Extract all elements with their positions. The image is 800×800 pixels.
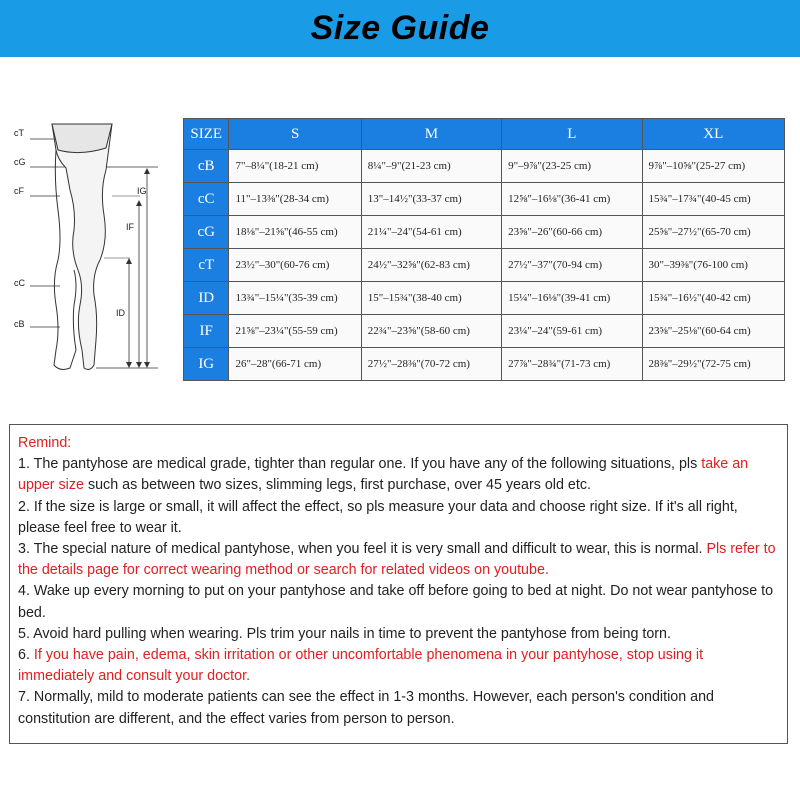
table-cell: 24½"–32⅝"(62-83 cm) bbox=[361, 249, 501, 282]
remind-text: such as between two sizes, slimming legs, first purchase, over 45 years old etc. bbox=[83, 477, 591, 494]
ig-arrow-tail bbox=[144, 362, 150, 368]
row-label: cB bbox=[184, 150, 229, 183]
brief-outline bbox=[52, 124, 112, 153]
table-header-row bbox=[184, 119, 785, 150]
table-cell: 27⅞"–28¾"(71-73 cm) bbox=[502, 348, 642, 381]
title-banner bbox=[0, 0, 800, 57]
table-cell: 30"–39⅜"(76-100 cm) bbox=[642, 249, 784, 282]
table-row bbox=[184, 348, 785, 381]
table-cell: 7"–8¼"(18-21 cm) bbox=[229, 150, 361, 183]
table-cell: 21¼"–24"(54-61 cm) bbox=[361, 216, 501, 249]
size-table bbox=[183, 118, 785, 381]
remind-heading: Remind: bbox=[18, 435, 72, 451]
id-arrow-head bbox=[126, 258, 132, 264]
table-cell: 9"–9⅞"(23-25 cm) bbox=[502, 150, 642, 183]
table-cell: 28⅜"–29½"(72-75 cm) bbox=[642, 348, 784, 381]
remind-item bbox=[18, 624, 779, 645]
table-cell: 23¼"–24"(59-61 cm) bbox=[502, 315, 642, 348]
table-cell: 15"–15¾"(38-40 cm) bbox=[361, 282, 501, 315]
row-label: cG bbox=[184, 216, 229, 249]
remind-text: 1. The pantyhose are medical grade, tighter than regular one. If you have any of the following situations, pls bbox=[18, 456, 702, 473]
ig-arrow-head bbox=[144, 168, 150, 174]
remind-list bbox=[18, 454, 779, 730]
remind-text: 5. Avoid hard pulling when wearing. Pls trim your nails in time to prevent the pantyhose from being torn. bbox=[18, 625, 671, 642]
table-row bbox=[184, 183, 785, 216]
table-cell: 21⅝"–23¼"(55-59 cm) bbox=[229, 315, 361, 348]
header-xl: XL bbox=[642, 119, 784, 150]
table-cell: 27½"–37"(70-94 cm) bbox=[502, 249, 642, 282]
remind-warning-text: If you have pain, edema, skin irritation or other uncomfortable phenomena in your pantyhose, stop using it immediately and consult your doctor. bbox=[18, 647, 704, 685]
row-label: ID bbox=[184, 282, 229, 315]
table-cell: 27½"–28⅜"(70-72 cm) bbox=[361, 348, 501, 381]
table-cell: 18⅛"–21⅝"(46-55 cm) bbox=[229, 216, 361, 249]
cb-label: cB bbox=[14, 319, 25, 329]
header-size: SIZE bbox=[184, 119, 229, 150]
table-cell: 23⅝"–26"(60-66 cm) bbox=[502, 216, 642, 249]
table-cell: 22¾"–23⅝"(58-60 cm) bbox=[361, 315, 501, 348]
table-cell: 23½"–30"(60-76 cm) bbox=[229, 249, 361, 282]
remind-text: 2. If the size is large or small, it will affect the effect, so pls measure your data and choose right size. If it's all right, please feel free to wear it. bbox=[18, 498, 738, 536]
table-cell: 8¼"–9"(21-23 cm) bbox=[361, 150, 501, 183]
remind-text: 3. The special nature of medical pantyhose, when you feel it is very small and difficult to wear, this is normal. bbox=[18, 541, 707, 558]
table-body bbox=[184, 150, 785, 381]
id-label: ID bbox=[116, 308, 125, 318]
remind-text: 7. Normally, mild to moderate patients can see the effect in 1-3 months. However, each person's condition and constitution are different, and the effect varies from person to person. bbox=[18, 689, 714, 727]
header-s: S bbox=[229, 119, 361, 150]
remind-item bbox=[18, 581, 779, 623]
table-row bbox=[184, 150, 785, 183]
header-l: L bbox=[502, 119, 642, 150]
table-cell: 15¼"–16⅛"(39-41 cm) bbox=[502, 282, 642, 315]
remind-item bbox=[18, 687, 779, 729]
remind-text: 6. bbox=[18, 647, 34, 664]
leg-illustration bbox=[0, 110, 170, 380]
table-row bbox=[184, 216, 785, 249]
remind-text: 4. Wake up every morning to put on your pantyhose and take off before going to bed at night. Do not wear pantyhose to bed. bbox=[18, 583, 774, 621]
remind-item bbox=[18, 497, 779, 539]
table-row bbox=[184, 249, 785, 282]
front-leg-outline bbox=[52, 124, 112, 369]
cg-label: cG bbox=[14, 157, 26, 167]
table-cell: 12⅝"–16⅛"(36-41 cm) bbox=[502, 183, 642, 216]
remind-item bbox=[18, 454, 779, 496]
remind-warning-text: take an upper size bbox=[18, 456, 749, 494]
remind-item bbox=[18, 539, 779, 581]
table-cell: 23⅝"–25⅛"(60-64 cm) bbox=[642, 315, 784, 348]
header-m: M bbox=[361, 119, 501, 150]
remind-box bbox=[9, 424, 788, 744]
table-cell: 15¾"–17¾"(40-45 cm) bbox=[642, 183, 784, 216]
table-cell: 25⅝"–27½"(65-70 cm) bbox=[642, 216, 784, 249]
row-label: IF bbox=[184, 315, 229, 348]
table-cell: 26"–28"(66-71 cm) bbox=[229, 348, 361, 381]
if-arrow-tail bbox=[136, 362, 142, 368]
table-cell: 11"–13⅜"(28-34 cm) bbox=[229, 183, 361, 216]
remind-item bbox=[18, 645, 779, 687]
leg-measurement-diagram bbox=[0, 110, 170, 380]
table-row bbox=[184, 315, 785, 348]
row-label: IG bbox=[184, 348, 229, 381]
id-arrow-tail bbox=[126, 362, 132, 368]
row-label: cT bbox=[184, 249, 229, 282]
row-label: cC bbox=[184, 183, 229, 216]
if-arrow-head bbox=[136, 200, 142, 206]
table-cell: 13¾"–15¼"(35-39 cm) bbox=[229, 282, 361, 315]
ct-label: cT bbox=[14, 128, 24, 138]
cf-label: cF bbox=[14, 186, 24, 196]
if-label: IF bbox=[126, 222, 134, 232]
table-cell: 9⅞"–10⅝"(25-27 cm) bbox=[642, 150, 784, 183]
table-row bbox=[184, 282, 785, 315]
cc-label: cC bbox=[14, 278, 25, 288]
remind-warning-text: Pls refer to the details page for correct wearing method or search for related videos on youtube. bbox=[18, 541, 776, 579]
table-cell: 13"–14½"(33-37 cm) bbox=[361, 183, 501, 216]
table-cell: 15¾"–16½"(40-42 cm) bbox=[642, 282, 784, 315]
ig-label: IG bbox=[137, 186, 147, 196]
page-title: Size Guide bbox=[310, 9, 490, 47]
